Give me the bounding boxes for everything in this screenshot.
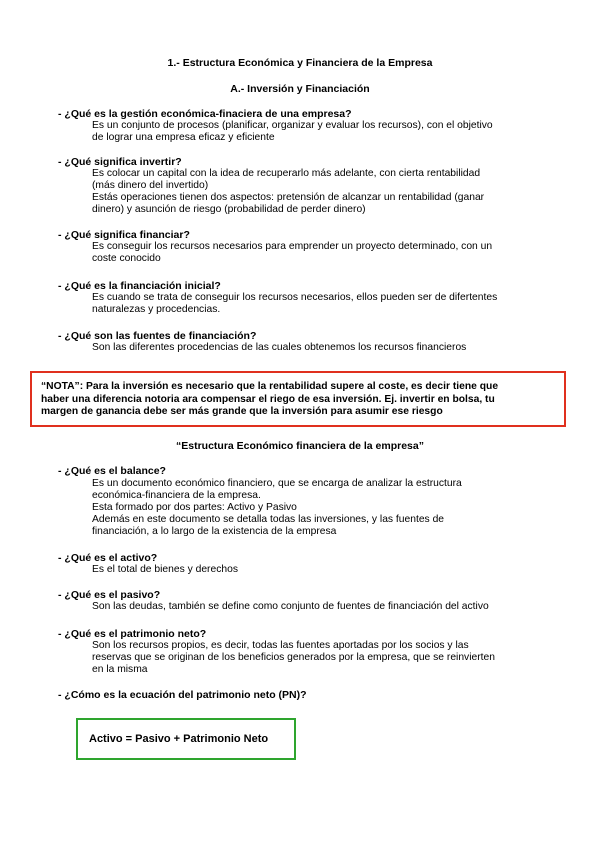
section-b-title: “Estructura Económico financiera de la empresa”: [175, 440, 424, 452]
question-fuentes: - ¿Qué son las fuentes de financiación?: [58, 330, 257, 342]
answer-line: Es cuando se trata de conseguir los recursos necesarios, ellos pueden ser de difertentes: [92, 292, 498, 303]
answer-line: Estás operaciones tienen dos aspectos: pretensión de alcanzar un rentabilidad (ganar: [92, 192, 485, 203]
answer-line: Son las deudas, también se define como conjunto de fuentes de financiación del activo: [92, 601, 489, 612]
answer-activo: [92, 564, 542, 576]
answer-line: Además en este documento se detalla todas las inversiones, y las fuentes de: [92, 514, 445, 525]
answer-line: dinero) y asunción de riesgo (probabilidad de perder dinero): [92, 204, 366, 215]
answer-line: Son los recursos propios, es decir, todas las fuentes aportadas por los socios y las: [92, 640, 469, 651]
answer-financiacion-inicial: [92, 292, 542, 316]
question-patrimonio-neto: - ¿Qué es el patrimonio neto?: [58, 628, 207, 640]
answer-fuentes: [92, 342, 542, 354]
answer-line: Es conseguir los recursos necesarios para emprender un proyecto determinado, con un: [92, 241, 493, 252]
answer-line: coste conocido: [92, 253, 161, 264]
answer-line: de lograr una empresa eficaz y eficiente: [92, 132, 275, 143]
answer-line: en la misma: [92, 664, 148, 675]
answer-line: Esta formado por dos partes: Activo y Pasivo: [92, 502, 297, 513]
answer-line: económica-financiera de la empresa.: [92, 490, 261, 501]
note-line: haber una diferencia notoria ara compensar el riego de esa inversión. Ej. invertir en bolsa, tu: [41, 393, 495, 405]
question-invertir: - ¿Qué significa invertir?: [58, 156, 182, 168]
answer-gestion: [92, 120, 542, 144]
answer-line: Es colocar un capital con la idea de recuperarlo más adelante, con cierta rentabilidad: [92, 168, 481, 179]
answer-line: Es un conjunto de procesos (planificar, organizar y evaluar los recursos), con el objetivo: [92, 120, 493, 131]
answer-line: Es un documento económico financiero, que se encarga de analizar la estructura: [92, 478, 462, 489]
document-title: 1.- Estructura Económica y Financiera de la Empresa: [167, 57, 433, 69]
question-gestion: - ¿Qué es la gestión económica-finaciera de una empresa?: [58, 108, 352, 120]
answer-line: Son las diferentes procedencias de las cuales obtenemos los recursos financieros: [92, 342, 467, 353]
answer-invertir: [92, 168, 542, 216]
note-line: “NOTA”: Para la inversión es necesario que la rentabilidad supere al coste, es decir tiene que: [41, 381, 499, 392]
answer-financiar: [92, 241, 542, 265]
note-line: margen de ganancia debe ser más grande que la inversión para asumir ese riesgo: [41, 406, 443, 417]
question-financiacion-inicial: - ¿Qué es la financiación inicial?: [58, 280, 221, 292]
question-ecuacion: - ¿Cómo es la ecuación del patrimonio neto (PN)?: [58, 689, 307, 701]
answer-balance: [92, 478, 542, 538]
answer-patrimonio-neto: [92, 640, 542, 676]
question-financiar: - ¿Qué significa financiar?: [58, 229, 190, 241]
note-box: [30, 371, 566, 427]
equation-box: Activo = Pasivo + Patrimonio Neto: [76, 718, 296, 760]
question-activo: - ¿Qué es el activo?: [58, 552, 158, 564]
answer-line: financiación, a lo largo de la existencia de la empresa: [92, 526, 337, 537]
question-pasivo: - ¿Qué es el pasivo?: [58, 589, 161, 601]
answer-line: (más dinero del invertido): [92, 180, 209, 191]
answer-pasivo: [92, 601, 542, 613]
section-a-title: A.- Inversión y Financiación: [230, 83, 370, 95]
question-balance: - ¿Qué es el balance?: [58, 465, 166, 477]
answer-line: Es el total de bienes y derechos: [92, 564, 238, 575]
answer-line: reservas que se originan de los beneficios generados por la empresa, que se reinvierten: [92, 652, 495, 663]
answer-line: naturalezas y procedencias.: [92, 304, 221, 315]
